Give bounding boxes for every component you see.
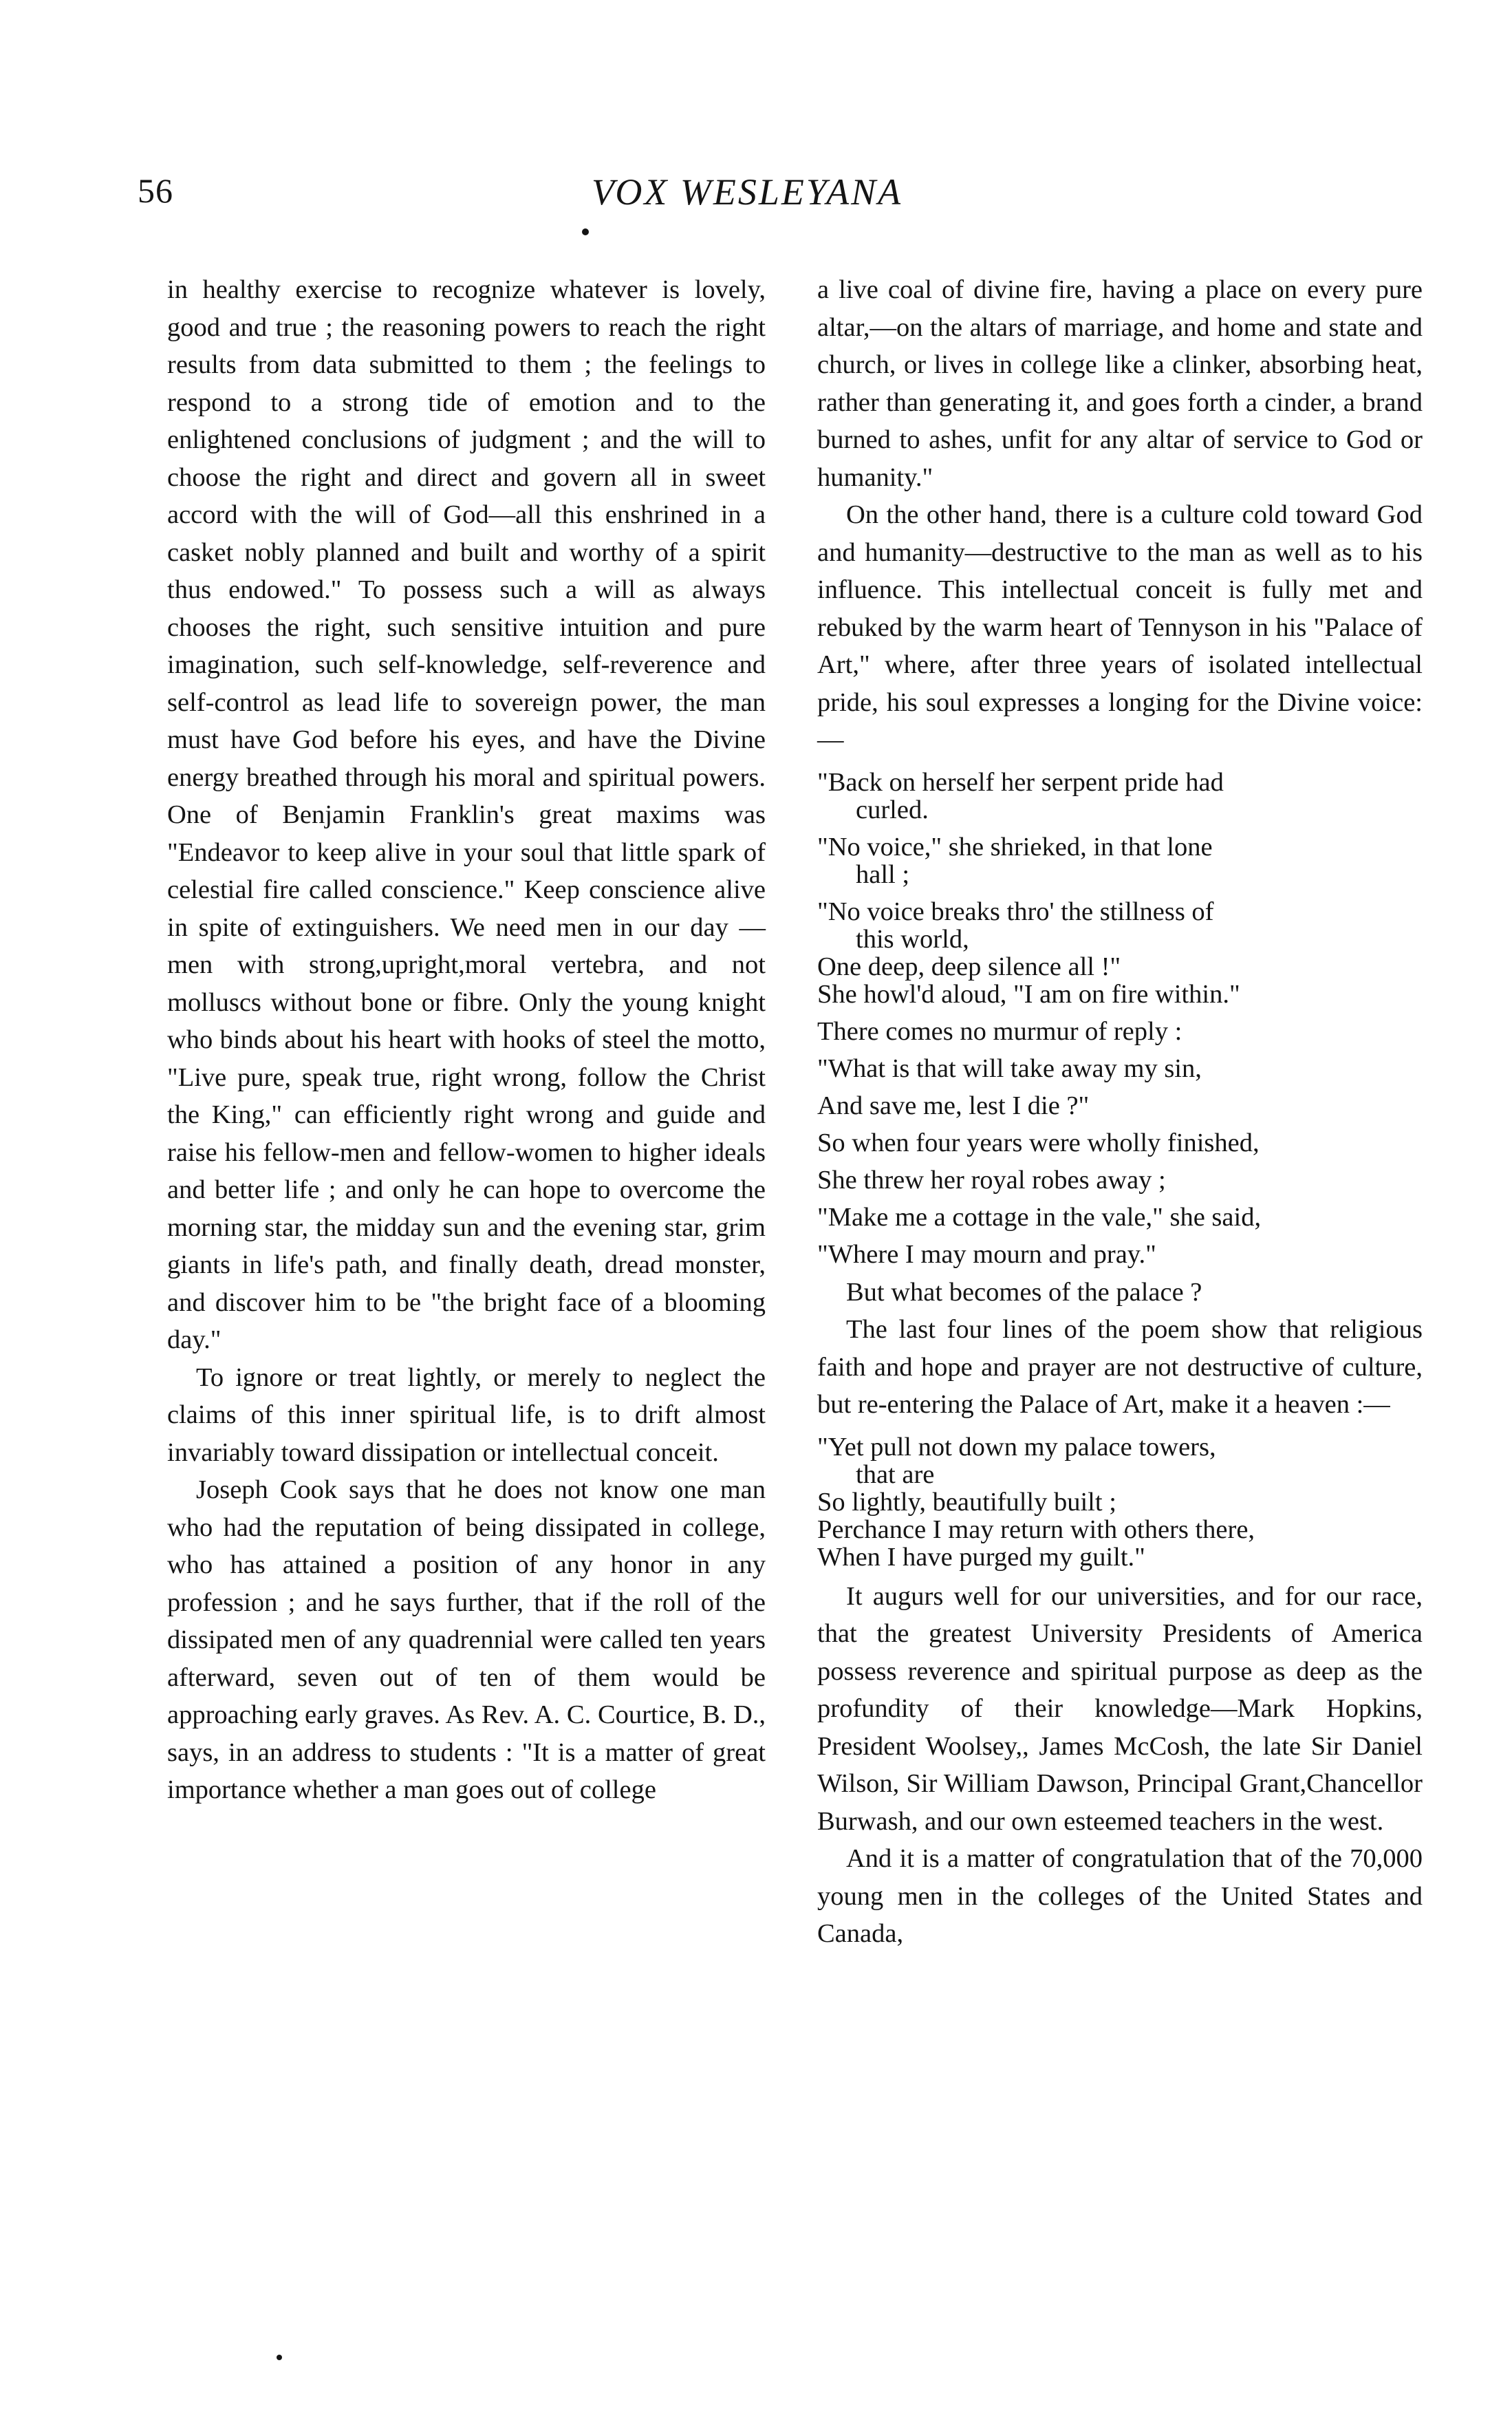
poem-line: "What is that will take away my sin, bbox=[817, 1053, 1202, 1083]
poem-line: She howl'd aloud, "I am on fire within." bbox=[817, 979, 1240, 1009]
poem-line: So when four years were wholly finished, bbox=[817, 1128, 1260, 1157]
left-column bbox=[167, 271, 766, 1809]
poem-line: When I have purged my guilt." bbox=[817, 1542, 1145, 1572]
paragraph: But what becomes of the palace ? bbox=[846, 1277, 1202, 1307]
paragraph: Joseph Cook says that he does not know one man who had the reputation of being dissipated in college, who has attained a position of any honor in any profession ; and he says further, that if the roll of the dissipated men of any quadrennial were called ten years afterward, seven out of ten of them would be approaching early graves. As Rev. A. C. Courtice, B. D., says, in an address to students : "It is a matter of great importance whether a man goes out of college bbox=[167, 1475, 766, 1804]
poem-line: "No voice," she shrieked, in that lone bbox=[817, 832, 1213, 862]
bottom-speck-mark bbox=[277, 2355, 282, 2360]
paragraph: To ignore or treat lightly, or merely to neglect the claims of this inner spiritual life, is to drift almost invariably toward dissipation or intellectual conceit. bbox=[167, 1362, 766, 1467]
poem-line: curled. bbox=[856, 795, 929, 824]
poem-line: that are bbox=[856, 1459, 935, 1489]
poem-line: this world, bbox=[856, 924, 969, 954]
right-column bbox=[817, 271, 1423, 1953]
page-number: 56 bbox=[138, 171, 173, 210]
ornament-dot bbox=[582, 228, 589, 235]
poem-line: One deep, deep silence all !" bbox=[817, 952, 1121, 981]
poem-quotation bbox=[817, 1433, 1423, 1571]
poem-line: So lightly, beautifully built ; bbox=[817, 1487, 1116, 1517]
poem-line: "Yet pull not down my palace towers, bbox=[817, 1432, 1216, 1462]
paragraph: On the other hand, there is a culture cold toward God and humanity—destructive to the man as well as to his influence. This intellectual conceit is fully met and rebuked by the warm heart of Tennyson in his "Palace of Art," where, after three years of isolated intellectual pride, his soul expresses a longing for the Divine voice:— bbox=[817, 500, 1423, 754]
poem-line: And save me, lest I die ?" bbox=[817, 1091, 1090, 1120]
poem-line: Perchance I may return with others there, bbox=[817, 1515, 1255, 1544]
paragraph: a live coal of divine fire, having a place on every pure altar,—on the altars of marriage, and home and state and church, or lives in college like a clinker, absorbing heat, rather than generating it, and goes forth a cinder, a brand burned to ashes, unfit for any altar of service to God or humanity." bbox=[817, 275, 1423, 492]
poem-line: hall ; bbox=[856, 859, 910, 889]
paragraph: It augurs well for our universities, and for our race, that the greatest University Presidents of America possess reverence and spiritual purpose as deep as the profundity of their knowledge—Mark Hopkins, President Woolsey,, James McCosh, the late Sir Daniel Wilson, Sir William Dawson, Principal Grant,Chancellor Burwash, and our own esteemed teachers in the west. bbox=[817, 1581, 1423, 1836]
poem-quotation bbox=[817, 769, 1423, 1268]
paragraph: The last four lines of the poem show that religious faith and hope and prayer are not destructive of culture, but re-entering the Palace of Art, make it a heaven :— bbox=[817, 1315, 1423, 1419]
poem-line: There comes no murmur of reply : bbox=[817, 1016, 1182, 1046]
running-head-title: VOX WESLEYANA bbox=[592, 171, 903, 213]
poem-line: She threw her royal robes away ; bbox=[817, 1165, 1166, 1195]
poem-line: "Back on herself her serpent pride had bbox=[817, 767, 1224, 797]
paragraph: in healthy exercise to recognize whatever is lovely, good and true ; the reasoning powers to reach the right results from data submitted to them ; the feelings to respond to a strong tide of emotion and to the enlightened conclusions of judgment ; and the will to choose the right and direct and govern all in sweet accord with the will of God—all this enshrined in a casket nobly planned and built and worthy of a spirit thus endowed." To possess such a will as always chooses the right, such sensitive intuition and pure imagination, such self-knowledge, self-reverence and self-control as lead life to sovereign power, the man must have God before his eyes, and have the Divine energy breathed through his moral and spiritual powers. One of Benjamin Franklin's great maxims was "Endeavor to keep alive in your soul that little spark of celestial fire called conscience." Keep conscience alive in spite of extinguishers. We need men in our day —men with strong,upright,moral vertebra, and not molluscs without bone or fibre. Only the young knight who binds about his heart with hooks of steel the motto, "Live pure, speak true, right wrong, follow the Christ the King," can efficiently right wrong and guide and raise his fellow-men and fellow-women to higher ideals and better life ; and only he can hope to overcome the morning star, the midday sun and the evening star, grim giants in life's path, and finally death, dread monster, and discover him to be "the bright face of a blooming day." bbox=[167, 275, 766, 1354]
poem-line: "Where I may mourn and pray." bbox=[817, 1239, 1156, 1269]
poem-line: "Make me a cottage in the vale," she said, bbox=[817, 1202, 1262, 1232]
poem-line: "No voice breaks thro' the stillness of bbox=[817, 897, 1214, 926]
paragraph: And it is a matter of congratulation that of the 70,000 young men in the colleges of the United States and Canada, bbox=[817, 1844, 1423, 1948]
